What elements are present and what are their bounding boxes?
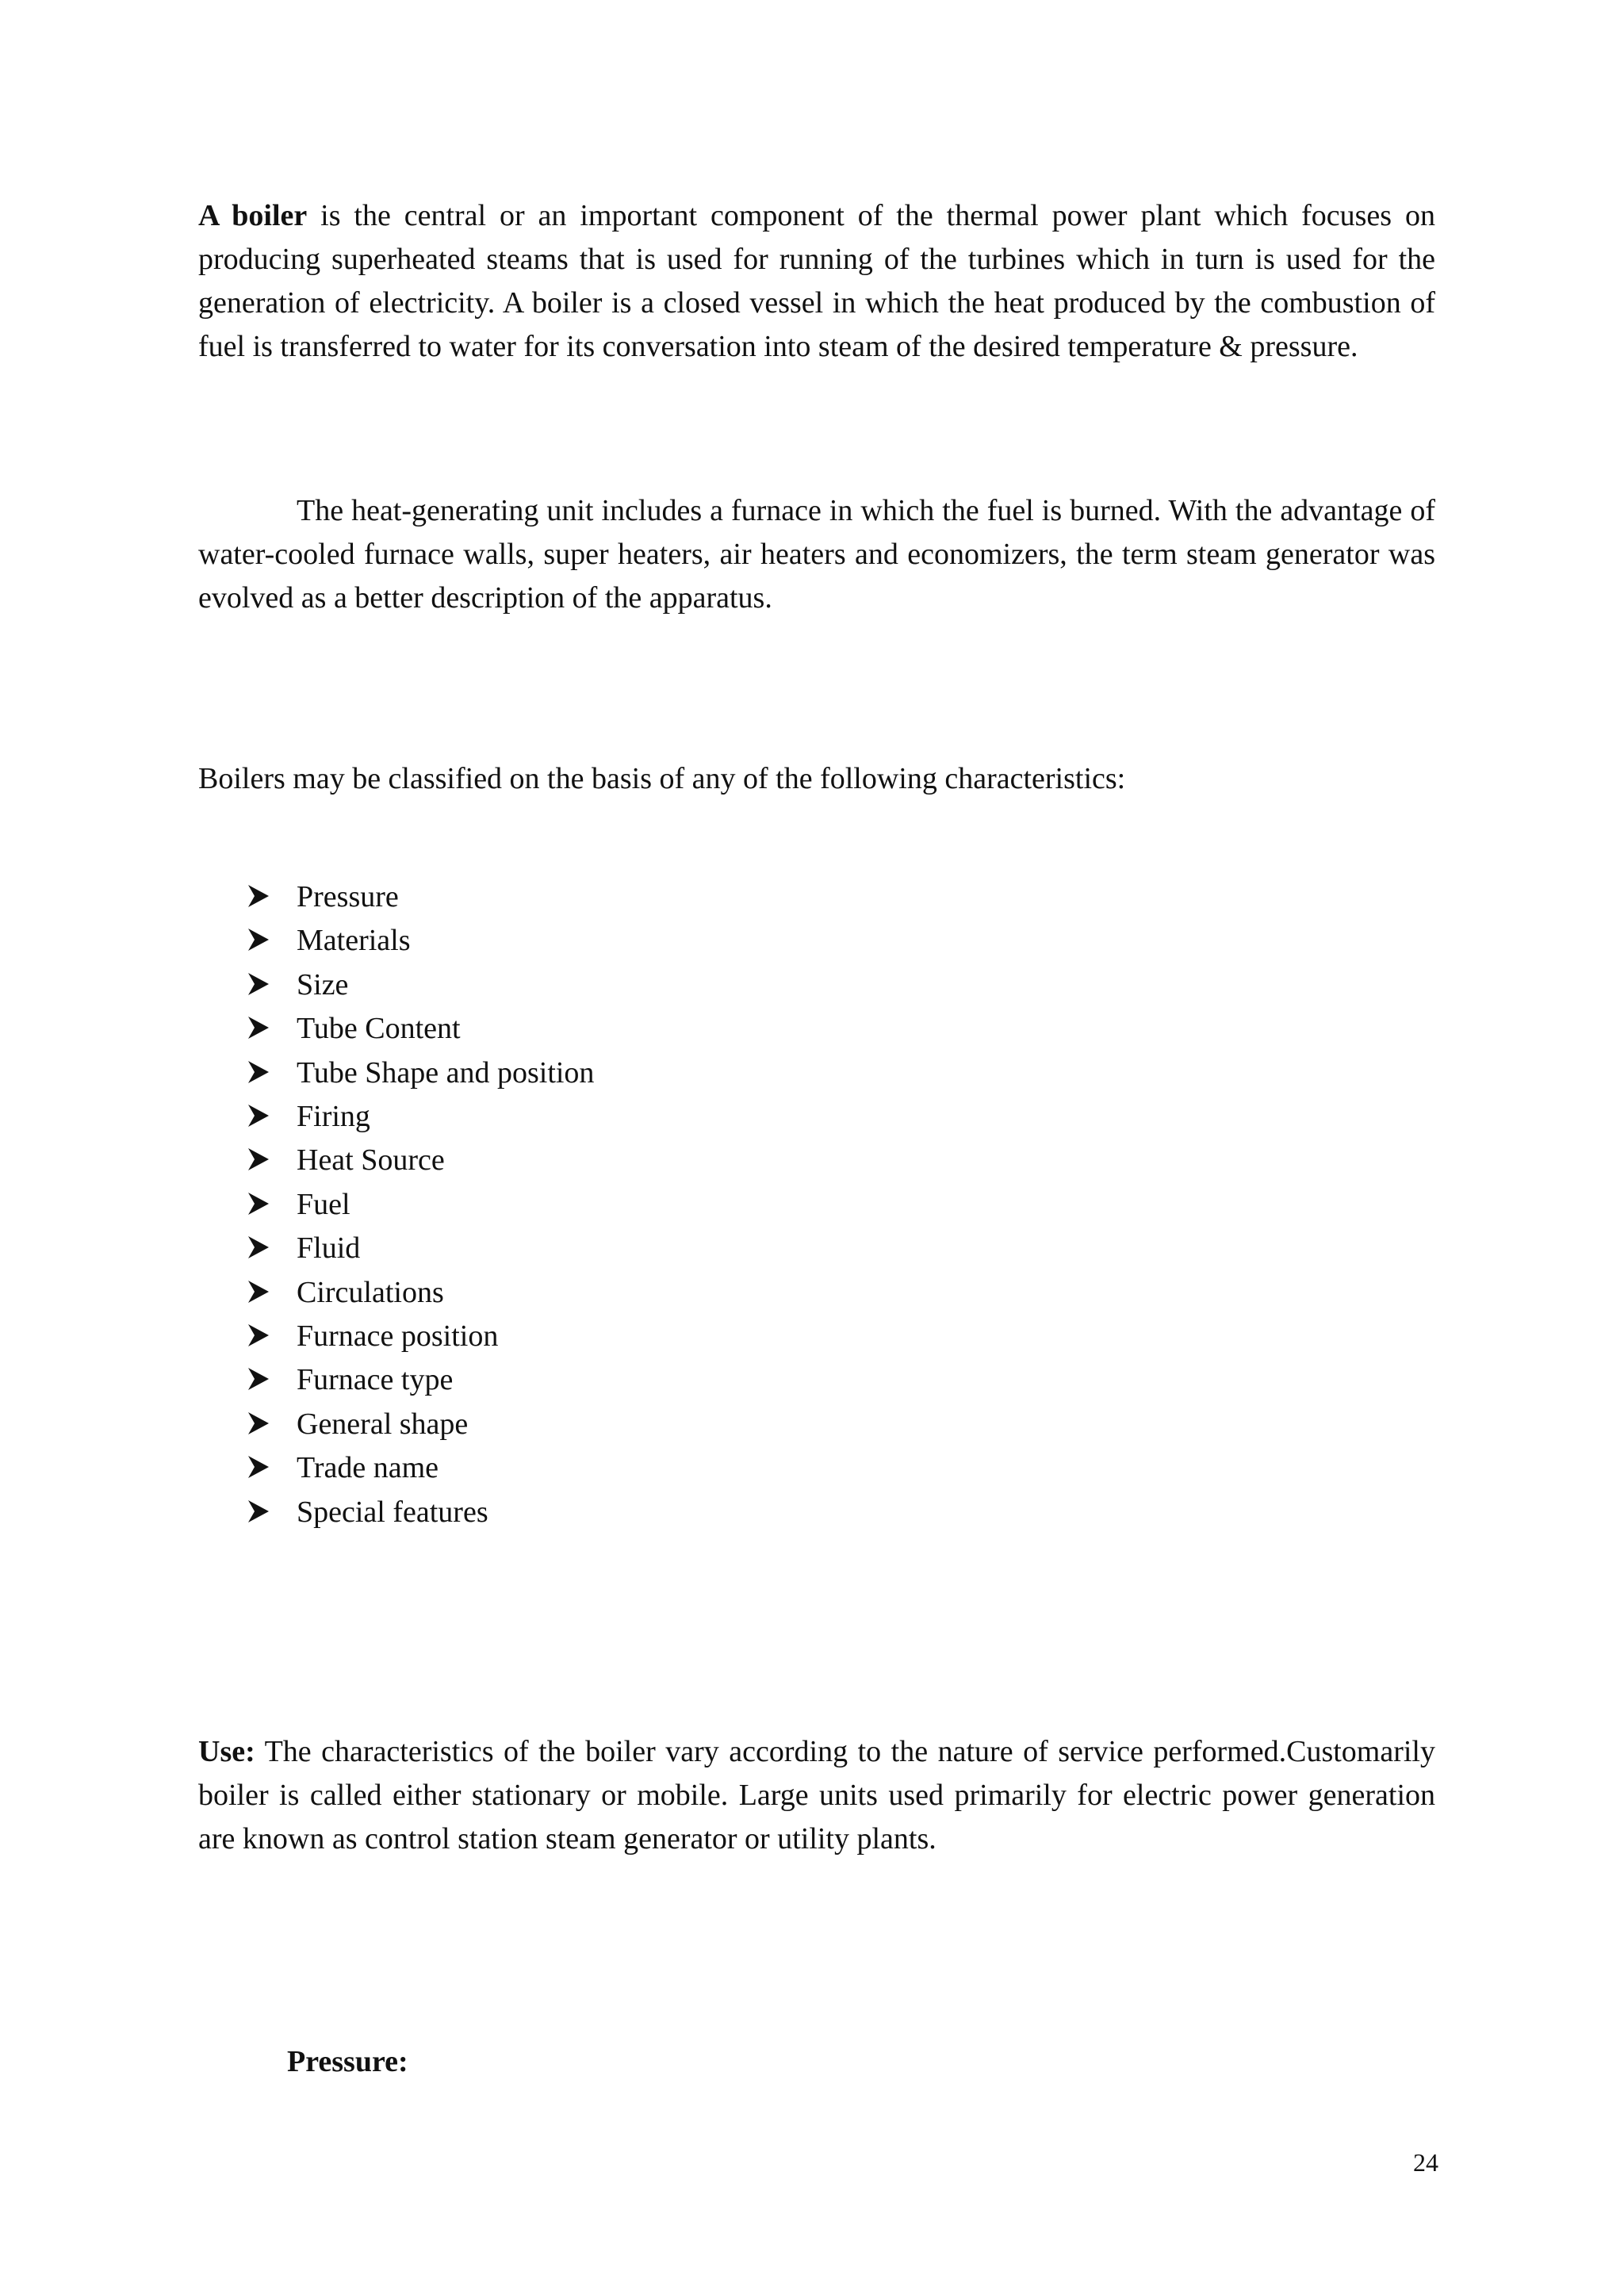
list-item xyxy=(246,1403,594,1446)
list-item xyxy=(246,1227,594,1270)
list-item-label: Fluid xyxy=(297,1231,361,1266)
list-item-label: Circulations xyxy=(297,1275,444,1309)
classification-intro: Boilers may be classified on the basis of any of the following characteristics: xyxy=(198,762,1126,795)
arrowhead-bullet-icon xyxy=(247,928,270,952)
arrowhead-bullet-icon xyxy=(247,1192,270,1216)
list-item xyxy=(246,1358,594,1402)
arrowhead-bullet-icon xyxy=(247,1016,270,1040)
list-item xyxy=(246,919,594,963)
intro-text: is the central or an important component of the thermal power plant which focuses on producing superheated steams that is used for running of the turbines which in turn is used for the generation of electricity. A boiler is a closed vessel in which the heat produced by the combustion of fuel is transferred to water for its conversation into steam of the desired temperature & pressure. xyxy=(198,199,1435,363)
list-item xyxy=(246,1315,594,1358)
list-item-label: Trade name xyxy=(297,1451,439,1485)
list-item-label: Pressure xyxy=(297,880,399,913)
arrowhead-bullet-icon xyxy=(247,1235,270,1259)
list-item xyxy=(246,875,594,919)
characteristics-list xyxy=(246,875,594,1534)
list-item-label: Tube Shape and position xyxy=(297,1055,595,1090)
list-item-label: Special features xyxy=(297,1495,488,1529)
list-item xyxy=(246,1007,594,1051)
list-item-label: Size xyxy=(297,967,349,1001)
list-item-label: Heat Source xyxy=(297,1143,445,1178)
intro-paragraph xyxy=(198,194,1435,369)
arrowhead-bullet-icon xyxy=(247,1499,270,1523)
use-paragraph xyxy=(198,1730,1435,1861)
list-item-label: Tube Content xyxy=(297,1012,461,1046)
list-item-label: Furnace position xyxy=(297,1319,499,1354)
list-item xyxy=(246,963,594,1007)
arrowhead-bullet-icon xyxy=(247,1411,270,1435)
list-item xyxy=(246,1446,594,1490)
list-item xyxy=(246,1183,594,1227)
arrowhead-bullet-icon xyxy=(247,1280,270,1304)
arrowhead-bullet-icon xyxy=(247,1367,270,1391)
list-item-label: General shape xyxy=(297,1407,469,1441)
use-label: Use: xyxy=(198,1735,255,1768)
list-item xyxy=(246,1139,594,1182)
list-item xyxy=(246,1051,594,1095)
use-text: The characteristics of the boiler vary according to the nature of service performed.Customarily boiler is called either stationary or mobile. Large units used primarily for electric power generation are known as control station steam generator or utility plants. xyxy=(198,1735,1435,1855)
arrowhead-bullet-icon xyxy=(247,1323,270,1347)
list-item-label: Materials xyxy=(297,924,411,958)
intro-lead-term: A boiler xyxy=(198,199,308,232)
arrowhead-bullet-icon xyxy=(247,1060,270,1084)
arrowhead-bullet-icon xyxy=(247,1104,270,1128)
list-item xyxy=(246,1095,594,1139)
heat-generating-paragraph: The heat-generating unit includes a furnace in which the fuel is burned. With the advantage of water-cooled furnace walls, super heaters, air heaters and economizers, the term steam generator was evolved as a better description of the apparatus. xyxy=(198,494,1435,615)
list-item xyxy=(246,1491,594,1534)
page-number: 24 xyxy=(1413,2148,1438,2177)
arrowhead-bullet-icon xyxy=(247,1147,270,1171)
list-item-label: Fuel xyxy=(297,1187,350,1221)
list-item-label: Firing xyxy=(297,1100,370,1134)
pressure-heading: Pressure: xyxy=(287,2045,408,2078)
arrowhead-bullet-icon xyxy=(247,1455,270,1479)
list-item xyxy=(246,1271,594,1315)
arrowhead-bullet-icon xyxy=(247,884,270,908)
list-item-label: Furnace type xyxy=(297,1363,454,1397)
arrowhead-bullet-icon xyxy=(247,972,270,996)
